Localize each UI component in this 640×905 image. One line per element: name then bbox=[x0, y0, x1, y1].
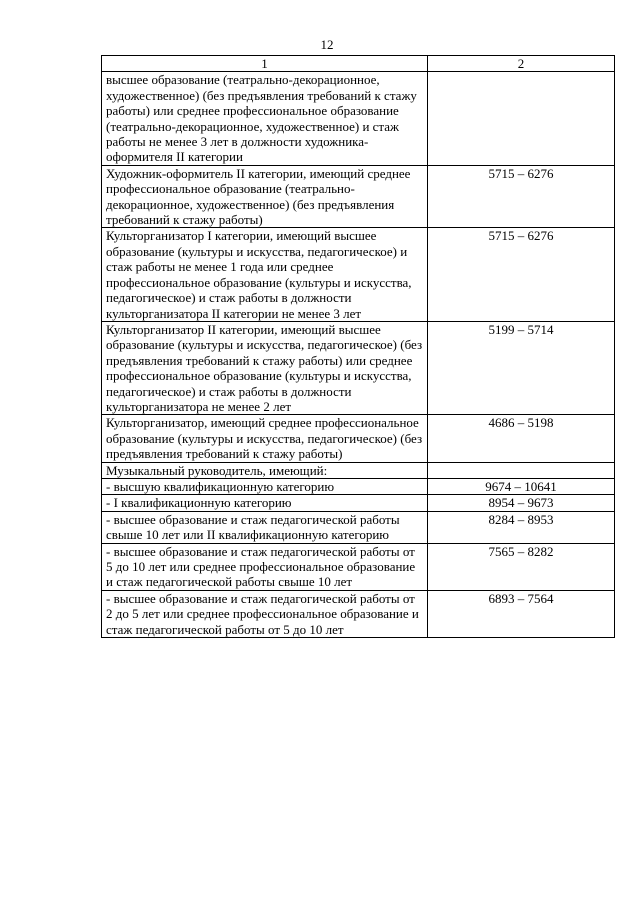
table-row bbox=[102, 321, 615, 414]
salary-range: 7565 – 8282 bbox=[428, 543, 615, 590]
position-description: Культорганизатор, имеющий среднее профессиональное образование (культуры и искусства, педагогическое) (без предъявления требований к стажу работы) bbox=[102, 415, 428, 462]
position-description: Художник-оформитель II категории, имеющий среднее профессиональное образование (театрально-декорационное, художественное) (без предъявления требований к стажу работы) bbox=[102, 165, 428, 228]
table-row bbox=[102, 478, 615, 494]
position-description: - высшее образование и стаж педагогической работы от 2 до 5 лет или среднее профессиональное образование и стаж педагогической работы от 5 до 10 лет bbox=[102, 590, 428, 637]
table-row bbox=[102, 511, 615, 543]
salary-range: 5715 – 6276 bbox=[428, 228, 615, 321]
salary-range: 4686 – 5198 bbox=[428, 415, 615, 462]
position-description: Музыкальный руководитель, имеющий: bbox=[102, 462, 428, 478]
column-header-1: 1 bbox=[102, 56, 428, 72]
table-header-row bbox=[102, 56, 615, 72]
salary-range: 5199 – 5714 bbox=[428, 321, 615, 414]
salary-range bbox=[428, 72, 615, 165]
table-row bbox=[102, 543, 615, 590]
table-row bbox=[102, 165, 615, 228]
salary-range: 8284 – 8953 bbox=[428, 511, 615, 543]
page-number: 12 bbox=[320, 37, 334, 52]
table-row bbox=[102, 415, 615, 462]
table-row bbox=[102, 462, 615, 478]
salary-range bbox=[428, 462, 615, 478]
salary-range: 5715 – 6276 bbox=[428, 165, 615, 228]
table-row bbox=[102, 590, 615, 637]
salary-range: 6893 – 7564 bbox=[428, 590, 615, 637]
position-description: - I квалификационную категорию bbox=[102, 495, 428, 511]
table-row bbox=[102, 72, 615, 165]
position-description: высшее образование (театрально-декорационное, художественное) (без предъявления требований к стажу работы) или среднее профессиональное образование (театрально-декорационное, художественное) и стаж работы не менее 3 лет в должности художника-оформителя II категории bbox=[102, 72, 428, 165]
position-description: Культорганизатор I категории, имеющий высшее образование (культуры и искусства, педагогическое) и стаж работы не менее 1 года или среднее профессиональное образование (культуры и искусства, педагогическое) и стаж работы в должности культорганизатора II категории не менее 3 лет bbox=[102, 228, 428, 321]
position-description: - высшее образование и стаж педагогической работы свыше 10 лет или II квалификационную категорию bbox=[102, 511, 428, 543]
position-description: - высшую квалификационную категорию bbox=[102, 478, 428, 494]
position-description: - высшее образование и стаж педагогической работы от 5 до 10 лет или среднее профессиональное образование и стаж педагогической работы свыше 10 лет bbox=[102, 543, 428, 590]
table-row bbox=[102, 228, 615, 321]
salary-range: 9674 – 10641 bbox=[428, 478, 615, 494]
position-description: Культорганизатор II категории, имеющий высшее образование (культуры и искусства, педагогическое) (без предъявления требований к стажу работы) или среднее профессиональное образование (культуры и искусства, педагогическое) и стаж работы в должности культорганизатора не менее 2 лет bbox=[102, 321, 428, 414]
salary-table bbox=[101, 55, 615, 638]
salary-range: 8954 – 9673 bbox=[428, 495, 615, 511]
table-row bbox=[102, 495, 615, 511]
column-header-2: 2 bbox=[428, 56, 615, 72]
